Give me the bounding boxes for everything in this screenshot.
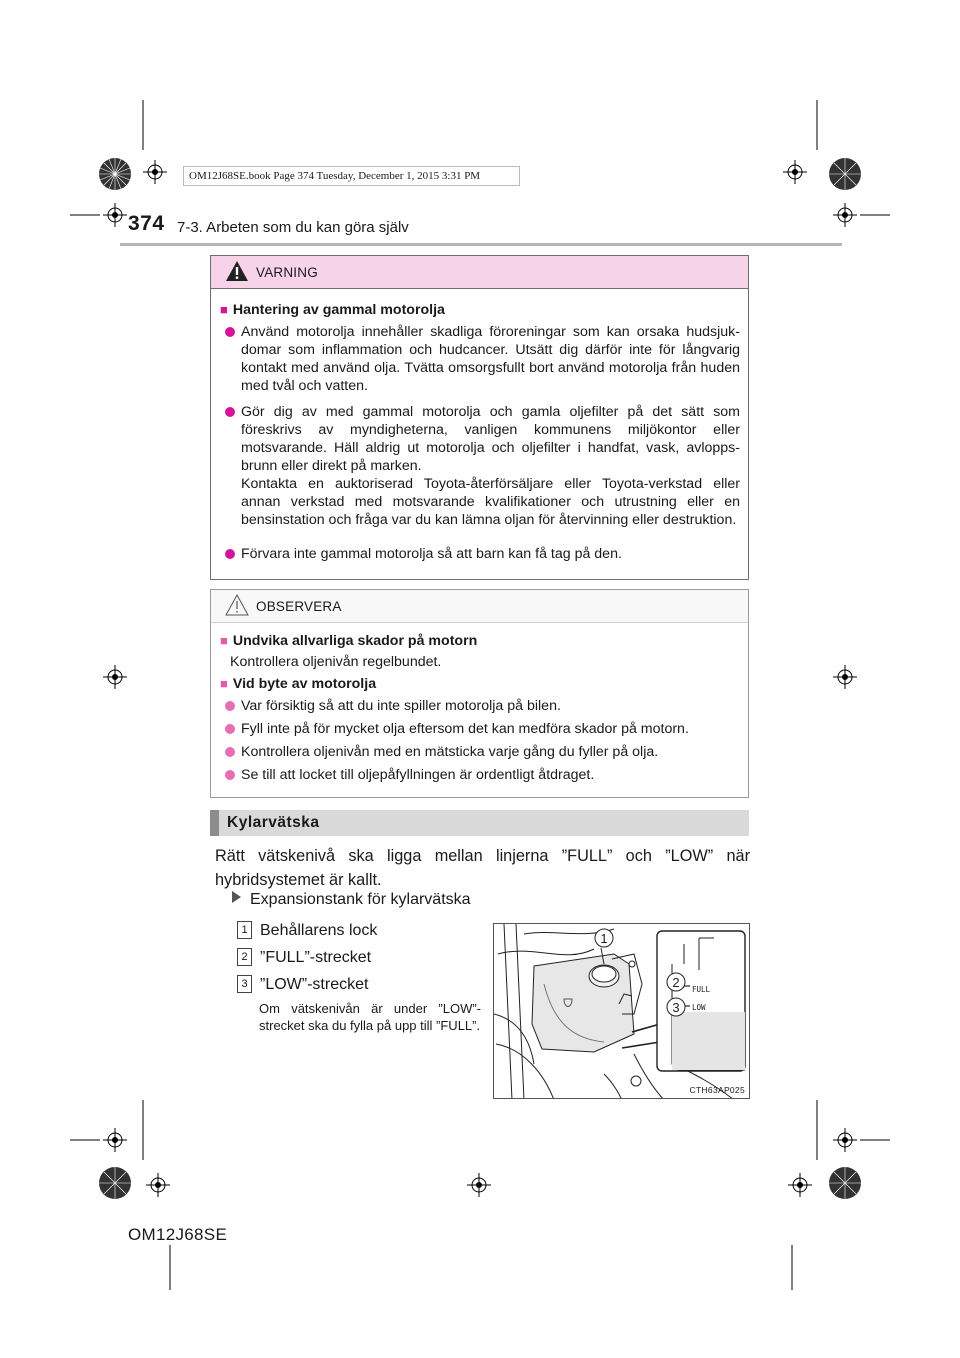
full-label: FULL bbox=[692, 985, 711, 994]
registration-mark-7 bbox=[103, 1128, 127, 1152]
notice-bullet: Fyll inte på för mycket olja eftersom det kan medföra skador på motorn. bbox=[225, 720, 740, 738]
notice-bullet: Var försiktig så att du inte spiller motorolja på bilen. bbox=[225, 697, 740, 715]
section-heading-bar bbox=[210, 810, 749, 836]
notice-heading-1: ■ Undvika allvarliga skador på motorn bbox=[220, 633, 478, 649]
section-heading: Kylarvätska bbox=[227, 814, 320, 831]
registration-mark-2 bbox=[783, 160, 807, 184]
registration-mark-6 bbox=[833, 665, 857, 689]
warning-bullet: Förvara inte gammal motorolja så att barn kan få tag på den. bbox=[225, 545, 740, 563]
warning-box bbox=[210, 255, 749, 580]
coolant-reservoir-figure bbox=[493, 923, 750, 1099]
notice-box bbox=[210, 589, 749, 798]
starburst-mark-top-right bbox=[828, 157, 862, 191]
notice-text-1: Kontrollera oljenivån regelbundet. bbox=[230, 654, 442, 670]
arrow-icon bbox=[232, 891, 241, 903]
callout-1: 1 bbox=[600, 931, 608, 946]
coolant-sub-heading: Expansionstank för kylarvätska bbox=[232, 891, 471, 909]
caution-outline-icon bbox=[225, 593, 249, 617]
registration-mark-1 bbox=[143, 160, 167, 184]
registration-mark-9 bbox=[146, 1173, 170, 1197]
starburst-mark-bottom-right bbox=[828, 1166, 862, 1200]
warning-bullet: Använd motorolja innehåller skadliga föroreningar som kan orsaka hudsjuk-domar som inflammation och hudcancer. Utsätt dig därför inte för långvarig kontakt med använd olja. Tvätta omsorgsfullt bort använd motorolja från huden med tvål och vatten. bbox=[225, 323, 740, 395]
figure-code: CTH63AP025 bbox=[689, 1085, 745, 1095]
registration-mark-4 bbox=[833, 203, 857, 227]
registration-mark-5 bbox=[103, 665, 127, 689]
low-label: LOW bbox=[692, 1003, 706, 1012]
registration-mark-3 bbox=[103, 203, 127, 227]
notice-box-header bbox=[211, 590, 748, 623]
warning-triangle-icon bbox=[225, 259, 249, 283]
footer-manual-code: OM12J68SE bbox=[128, 1225, 228, 1244]
warning-bullet: Gör dig av med gammal motorolja och gamla oljefilter på det sätt som föreskrivs av myndigheterna, vanligen kommunens miljökontor eller motsvarande. Häll aldrig ut motorolja och oljefilter i handfat, vask, avlopps-brunn eller direkt på marken. bbox=[225, 403, 740, 475]
header-rule bbox=[120, 243, 842, 246]
notice-bullet: Se till att locket till oljepåfyllningen är ordentligt åtdraget. bbox=[225, 766, 740, 784]
callout-item: 3 ”LOW”-strecket bbox=[237, 975, 368, 994]
warning-box-header bbox=[211, 256, 748, 289]
registration-mark-10 bbox=[467, 1173, 491, 1197]
callout-2: 2 bbox=[672, 975, 680, 990]
notice-heading-2: ■ Vid byte av motorolja bbox=[220, 676, 377, 692]
coolant-note: Om vätskenivån är under ”LOW”-strecket ska du fylla på upp till ”FULL”. bbox=[259, 1001, 481, 1033]
warning-title: VARNING bbox=[256, 265, 318, 280]
warning-heading: ■ Hantering av gammal motorolja bbox=[220, 302, 445, 318]
section-title: 7-3. Arbeten som du kan göra själv bbox=[177, 219, 409, 236]
callout-item: 2 ”FULL”-strecket bbox=[237, 948, 371, 967]
starburst-mark-bottom-left bbox=[98, 1166, 132, 1200]
engine-bay-illustration bbox=[494, 924, 750, 1099]
coolant-intro: Rätt vätskenivå ska ligga mellan linjerna ”FULL” och ”LOW” när hybridsystemet är kallt. bbox=[215, 847, 750, 889]
notice-title: OBSERVERA bbox=[256, 599, 342, 614]
registration-mark-8 bbox=[833, 1128, 857, 1152]
callout-item: 1 Behållarens lock bbox=[237, 921, 377, 940]
page-number: 374 bbox=[128, 212, 165, 235]
callout-3: 3 bbox=[672, 1000, 680, 1015]
notice-bullet: Kontrollera oljenivån med en mätsticka varje gång du fyller på olja. bbox=[225, 743, 740, 761]
warning-paragraph: Kontakta en auktoriserad Toyota-återförsäljare eller Toyota-verkstad eller annan verkstad med motsvarande kvalifikationer och utrustning eller en bensinstation och fråga var du kan lämna oljan för återvinning eller destruktion. bbox=[241, 476, 740, 528]
registration-mark-11 bbox=[788, 1173, 812, 1197]
starburst-mark-top-left bbox=[98, 157, 132, 191]
book-info-stamp: OM12J68SE.book Page 374 Tuesday, December 1, 2015 3:31 PM bbox=[183, 166, 520, 186]
